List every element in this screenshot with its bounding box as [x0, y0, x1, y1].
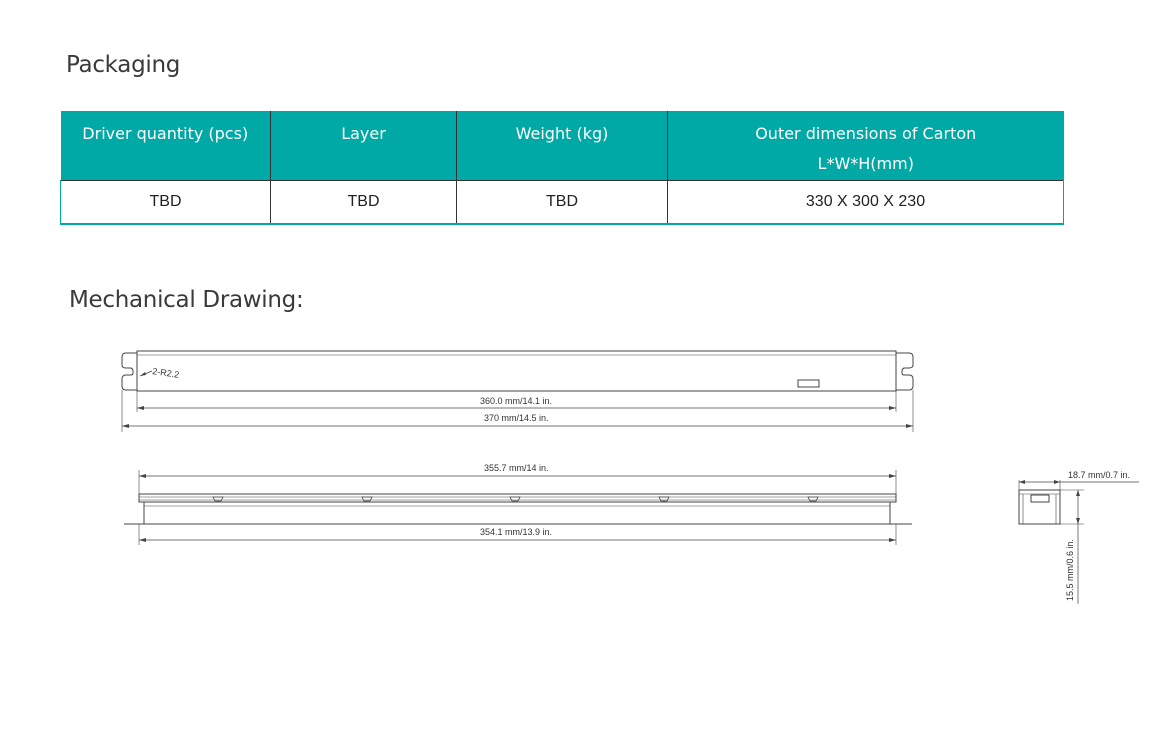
- cell-carton-dimensions: 330 X 300 X 230: [668, 181, 1064, 225]
- header-carton-line-1: Outer dimensions of Carton: [755, 124, 977, 143]
- side-dim-bottom: 354.1 mm/13.9 in.: [480, 527, 553, 537]
- end-dim-width: 18.7 mm/0.7 in.: [1068, 470, 1131, 480]
- cell-weight: TBD: [457, 181, 668, 225]
- packaging-title: Packaging: [66, 52, 181, 78]
- top-view: [122, 351, 913, 432]
- side-view: [124, 463, 912, 545]
- mechanical-drawing-title: Mechanical Drawing:: [69, 287, 304, 313]
- header-driver-quantity: Driver quantity (pcs): [61, 111, 271, 181]
- header-weight: Weight (kg): [457, 111, 668, 181]
- radius-note: 2-R2.2: [151, 366, 180, 380]
- cell-layer: TBD: [271, 181, 457, 225]
- header-carton-line-2: L*W*H(mm): [817, 154, 914, 173]
- end-view: [1019, 470, 1139, 604]
- end-dim-height: 15.5 mm/0.6 in.: [1065, 538, 1075, 601]
- header-layer: Layer: [271, 111, 457, 181]
- cell-driver-quantity: TBD: [61, 181, 271, 225]
- top-dim-outer: 370 mm/14.5 in.: [484, 413, 549, 423]
- top-dim-inner: 360.0 mm/14.1 in.: [480, 396, 553, 406]
- side-dim-top: 355.7 mm/14 in.: [484, 463, 549, 473]
